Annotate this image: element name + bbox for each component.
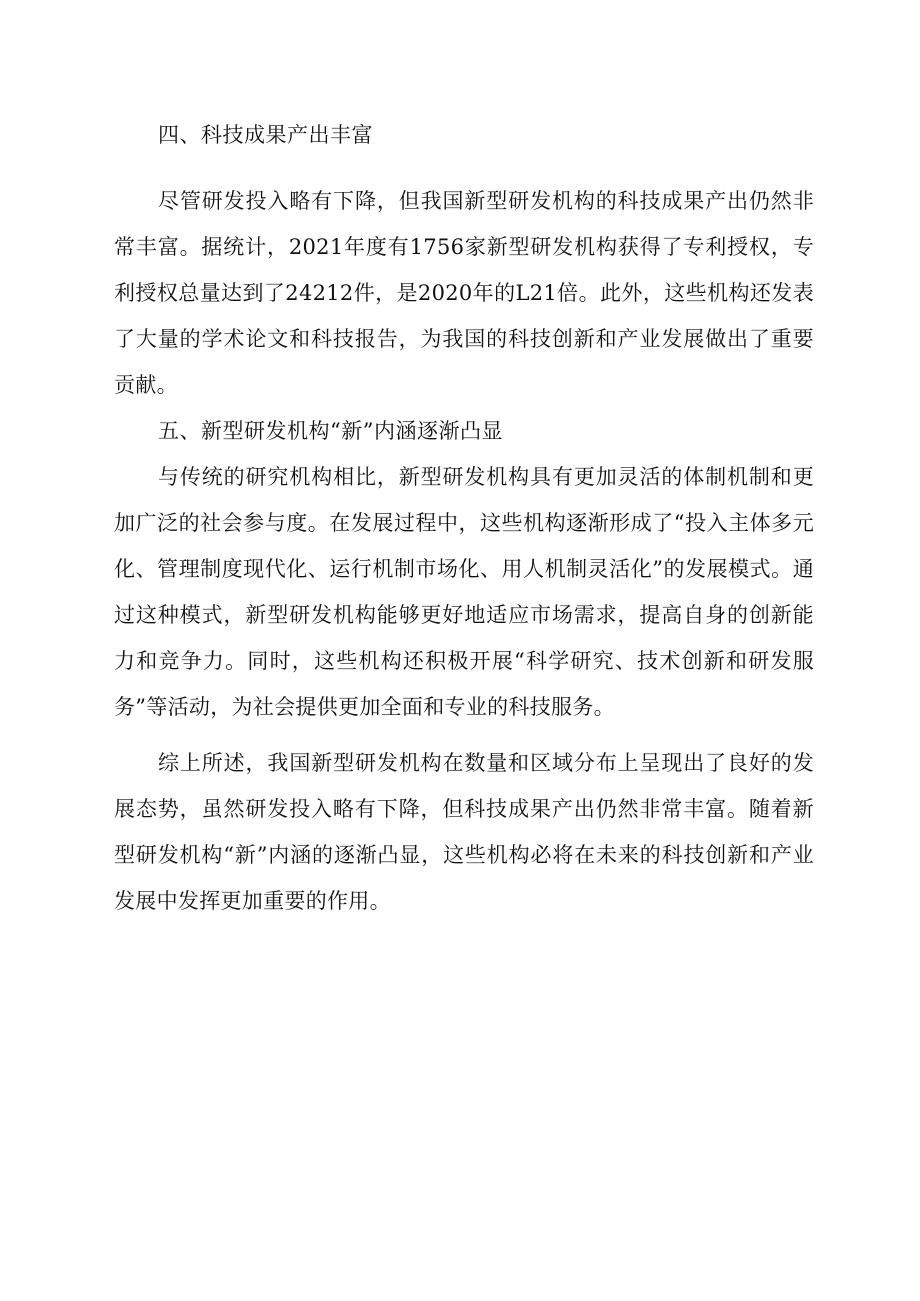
section-5-heading: 五、新型研发机构“新”内涵逐渐凸显 bbox=[158, 419, 503, 443]
section-4-heading: 四、科技成果产出丰富 bbox=[158, 123, 373, 147]
section-4-paragraph: 尽管研发投入略有下降，但我国新型研发机构的科技成果产出仍然非常丰富。据统计，2021年度有1756家新型研发机构获得了专利授权，专利授权总量达到了24212件，是2020年的L21倍。此外，这些机构还发表了大量的学术论文和科技报告，为我国的科技创新和产业发展做出了重要贡献。 bbox=[114, 189, 814, 397]
section-5-paragraph: 与传统的研究机构相比，新型研发机构具有更加灵活的体制机制和更加广泛的社会参与度。在发展过程中，这些机构逐渐形成了“投入主体多元化、管理制度现代化、运行机制市场化、用人机制灵活化”的发展模式。通过这种模式，新型研发机构能够更好地适应市场需求，提高自身的创新能力和竞争力。同时，这些机构还积极开展“科学研究、技术创新和研发服务”等活动，为社会提供更加全面和专业的科技服务。 bbox=[114, 465, 814, 719]
conclusion-paragraph: 综上所述，我国新型研发机构在数量和区域分布上呈现出了良好的发展态势，虽然研发投入略有下降，但科技成果产出仍然非常丰富。随着新型研发机构“新”内涵的逐渐凸显，这些机构必将在未来的科技创新和产业发展中发挥更加重要的作用。 bbox=[114, 751, 814, 913]
document-body bbox=[114, 112, 814, 924]
